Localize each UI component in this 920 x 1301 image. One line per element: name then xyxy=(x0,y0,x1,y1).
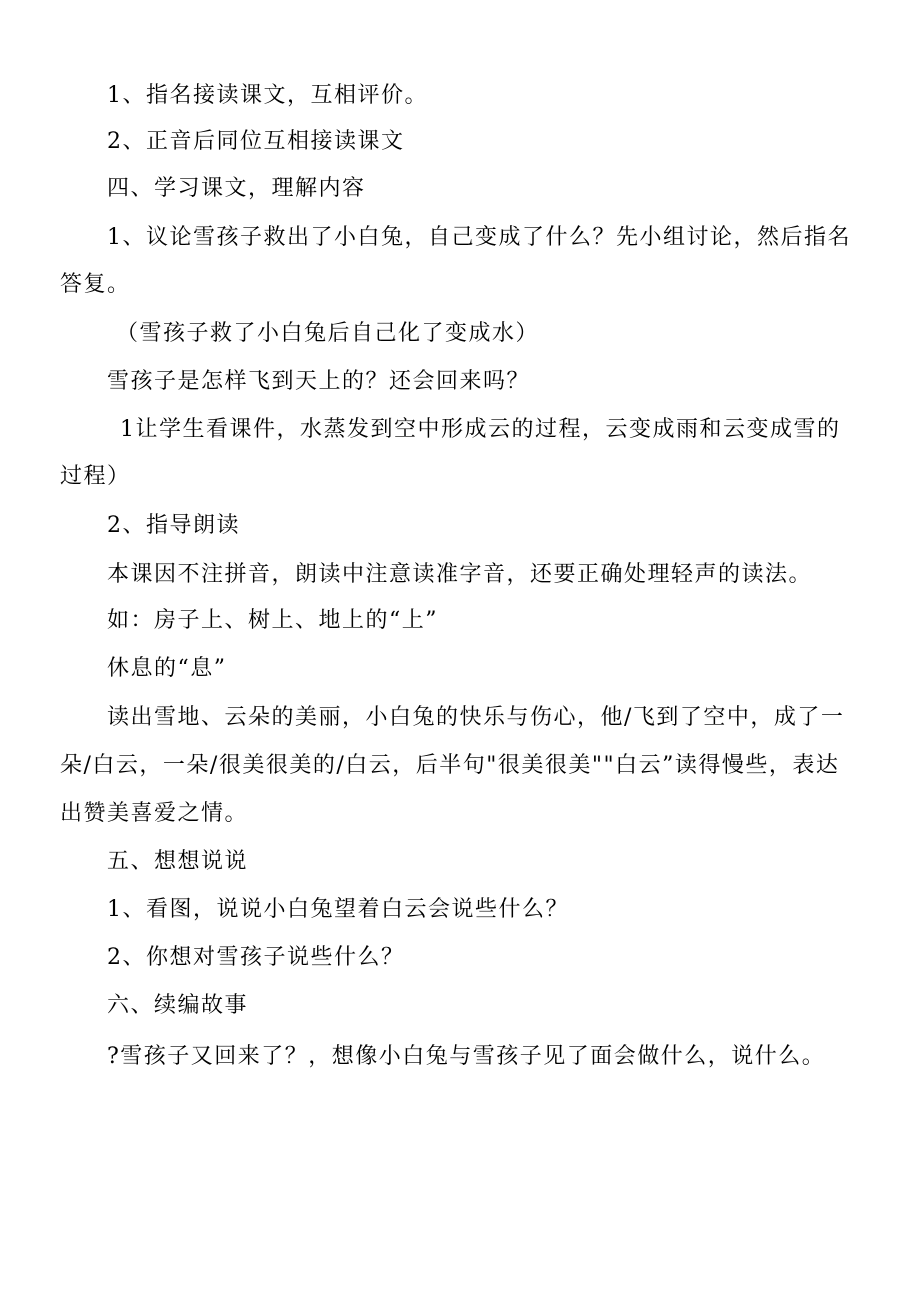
text-line: 本课因不注拼音，朗读中注意读准字音，还要正确处理轻声的读法。 xyxy=(107,562,813,587)
text-line: （雪孩子救了小白兔后自己化了变成水） xyxy=(116,321,540,346)
section-heading: 六、续编故事 xyxy=(107,993,249,1018)
text-line: 如：房子上、树上、地上的“上” xyxy=(107,608,438,633)
text-line: 1、议论雪孩子救出了小白兔，自己变成了什么？先小组讨论，然后指名 xyxy=(107,225,851,250)
text-line: 休息的“息” xyxy=(107,656,227,681)
text-line: ?雪孩子又回来了？，想像小白兔与雪孩子见了面会做什么，说什么。 xyxy=(107,1044,826,1069)
text-line: 出赞美喜爱之情。 xyxy=(60,801,249,826)
section-heading: 五、想想说说 xyxy=(107,849,249,874)
text-line: 1、看图，说说小白兔望着白云会说些什么？ xyxy=(107,897,569,922)
section-heading: 四、学习课文，理解内容 xyxy=(107,176,366,201)
text-line: 2、你想对雪孩子说些什么？ xyxy=(107,945,405,970)
text-line: 答复。 xyxy=(60,272,131,297)
text-line: 读出雪地、云朵的美丽，小白兔的快乐与伤心，他/飞到了空中，成了一 xyxy=(107,705,845,730)
text-line: 雪孩子是怎样飞到天上的？还会回来吗？ xyxy=(107,369,531,394)
text-line: 2、指导朗读 xyxy=(107,513,240,538)
text-line: 2、正音后同位互相接读课文 xyxy=(107,129,405,154)
text-line: 1让学生看课件，水蒸发到空中形成云的过程，云变成雨和云变成雪的 xyxy=(120,417,841,442)
text-line: 朵/白云，一朵/很美很美的/白云，后半句"很美很美""白云”读得慢些，表达 xyxy=(60,753,840,778)
text-line: 1、指名接读课文，互相评价。 xyxy=(107,83,428,108)
text-line: 过程） xyxy=(60,464,131,489)
